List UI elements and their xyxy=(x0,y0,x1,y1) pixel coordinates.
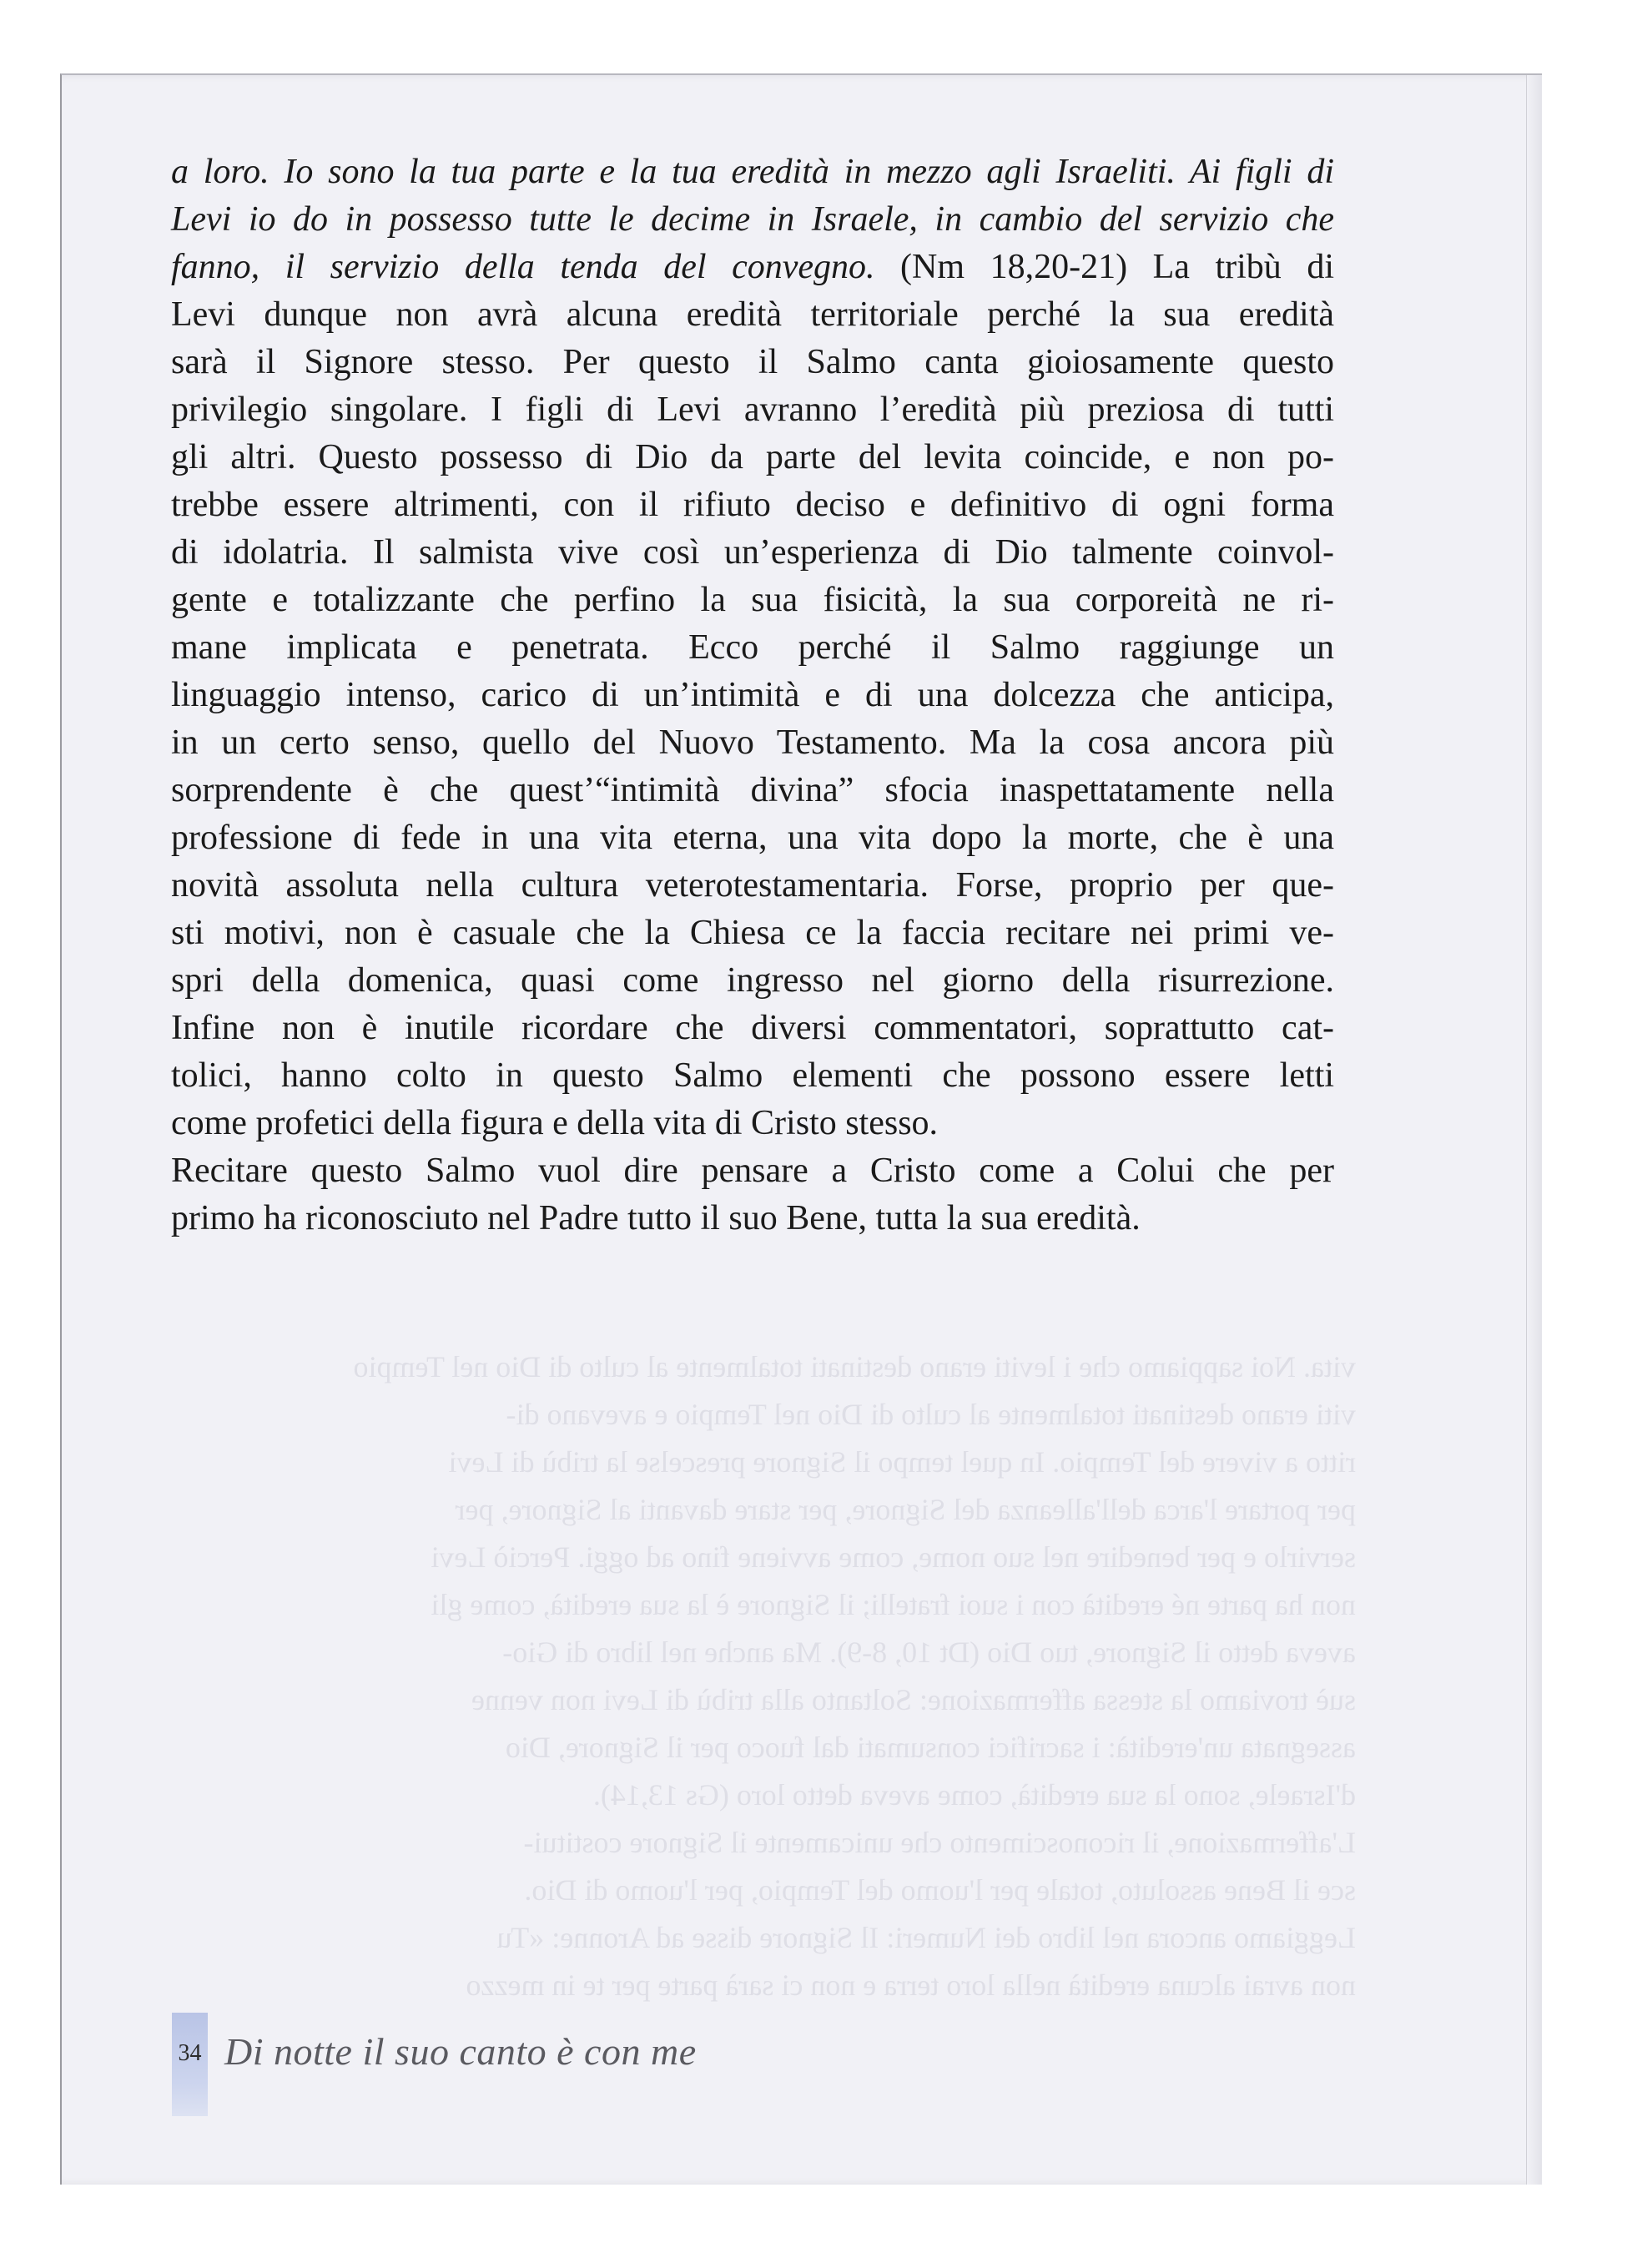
paragraph-1 xyxy=(171,149,1334,1147)
page-edge xyxy=(1526,75,1542,2185)
show-through-line: L'affermazione, il riconoscimento che unicamente il Signore costitui- xyxy=(523,1826,1356,1859)
text-line xyxy=(171,814,1334,862)
show-through-line: aveva detto il Signore, tuo Dio (Dt 10, 8-9). Ma anche nel libro di Gio- xyxy=(502,1635,1356,1669)
text-line xyxy=(171,957,1334,1005)
text-run: privilegio singolare. I figli di Levi avranno l’eredità più preziosa di tutti xyxy=(171,391,1334,429)
show-through-line: servirlo e per benedire nel suo nome, come avviene fino ad oggi. Perciò Levi xyxy=(431,1540,1356,1574)
text-line xyxy=(171,862,1334,910)
show-through-line: assegnata un'eredità: i sacrifici consumati dal fuoco per il Signore, Dio xyxy=(505,1731,1356,1764)
text-run: mane implicata e penetrata. Ecco perché il Salmo raggiunge un xyxy=(171,628,1334,667)
text-line: primo ha riconosciuto nel Padre tutto il suo Bene, tutta la sua eredità. xyxy=(171,1199,1141,1237)
text-line xyxy=(171,149,1334,196)
text-line xyxy=(171,1005,1334,1052)
body-text xyxy=(171,149,1334,1242)
text-line xyxy=(171,910,1334,957)
running-title: Di notte il suo canto è con me xyxy=(224,2030,697,2073)
text-line xyxy=(171,672,1334,719)
text-line xyxy=(171,1100,1334,1147)
text-line xyxy=(171,339,1334,386)
quoted-scripture: Levi io do in possesso tutte le decime in Israele, in cambio del servizio che xyxy=(171,200,1334,239)
page-number: 34 xyxy=(178,2040,202,2066)
text-run: linguaggio intenso, carico di un’intimità e di una dolcezza che anticipa, xyxy=(171,676,1334,714)
text-line xyxy=(171,244,1334,291)
show-through-line: per portare l'arca dell'alleanza del Signore, per stare davanti al Signore, per xyxy=(455,1493,1356,1526)
text-line xyxy=(171,386,1334,434)
show-through-line: sce il Bene assoluto, totale per l'uomo del Tempio, per l'uomo di Dio. xyxy=(524,1873,1356,1907)
show-through-line: d'Israele, sono la sua eredità, come aveva detto loro (Gs 13,14). xyxy=(592,1778,1356,1812)
text-run: (Nm 18,20-21) La tribù di xyxy=(874,248,1335,286)
show-through-text xyxy=(171,1343,1356,2009)
text-line xyxy=(171,719,1334,767)
text-line xyxy=(171,529,1334,577)
text-run: come profetici della figura e della vita di Cristo stesso. xyxy=(171,1104,939,1142)
text-run: spri della domenica, quasi come ingresso nel giorno della risurrezione. xyxy=(171,961,1334,1000)
text-line xyxy=(171,196,1334,244)
text-run: Levi dunque non avrà alcuna eredità territoriale perché la sua eredità xyxy=(171,295,1334,334)
paragraph-2 xyxy=(171,1147,1334,1242)
show-through-line: Leggiamo ancora nel libro dei Numeri: Il Signore disse ad Aronne: «Tu xyxy=(496,1921,1356,1954)
text-run: sorprendente è che quest’“intimità divina” sfocia inaspettatamente nella xyxy=(171,771,1334,809)
text-line xyxy=(171,481,1334,529)
show-through-line: suè troviamo la stessa affermazione: Soltanto alla tribù di Levi non venne xyxy=(471,1683,1356,1716)
text-run: sti motivi, non è casuale che la Chiesa ce la faccia recitare nei primi ve- xyxy=(171,914,1334,952)
quoted-scripture: fanno, il servizio della tenda del convegno. xyxy=(171,248,875,286)
text-run: tolici, hanno colto in questo Salmo elementi che possono essere letti xyxy=(171,1056,1334,1095)
text-line xyxy=(171,1052,1334,1100)
text-run: novità assoluta nella cultura veterotestamentaria. Forse, proprio per que- xyxy=(171,866,1334,905)
text-line xyxy=(171,577,1334,624)
text-run: di idolatria. Il salmista vive così un’esperienza di Dio talmente coinvol- xyxy=(171,533,1334,572)
quoted-scripture: a loro. Io sono la tua parte e la tua eredità in mezzo agli Israeliti. Ai figli di xyxy=(171,153,1334,191)
page-footer xyxy=(172,2013,697,2116)
text-run: trebbe essere altrimenti, con il rifiuto deciso e definitivo di ogni forma xyxy=(171,486,1334,524)
text-line xyxy=(171,624,1334,672)
text-run: Infine non è inutile ricordare che diversi commentatori, soprattutto cat- xyxy=(171,1009,1334,1047)
show-through-line: viti erano destinati totalmente al culto di Dio nel Tempio e avevano di- xyxy=(506,1398,1356,1431)
text-run: in un certo senso, quello del Nuovo Testamento. Ma la cosa ancora più xyxy=(171,723,1334,762)
text-line xyxy=(171,434,1334,481)
text-line xyxy=(171,291,1334,339)
text-run: sarà il Signore stesso. Per questo il Salmo canta gioiosamente questo xyxy=(171,343,1334,381)
page-number-tab xyxy=(172,2013,208,2116)
text-line: Recitare questo Salmo vuol dire pensare a Cristo come a Colui che per xyxy=(171,1152,1334,1190)
show-through-line: non avrai alcuna eredità nella loro terra e non ci sarà parte per te in mezzo xyxy=(466,1968,1356,2002)
show-through-line: non ha parte né eredità con i suoi fratelli; il Signore è la sua eredità, come gli xyxy=(431,1588,1356,1621)
text-run: gente e totalizzante che perfino la sua fisicità, la sua corporeità ne ri- xyxy=(171,581,1334,619)
text-run: gli altri. Questo possesso di Dio da parte del levita coincide, e non po- xyxy=(171,438,1334,476)
show-through-line: ritto a vivere del Tempio. In quel tempo il Signore prescelse la tribù di Levi xyxy=(448,1445,1356,1479)
show-through-line: vita. Noi sappiamo che i leviti erano destinati totalmente al culto di Dio nel Tempio xyxy=(353,1350,1356,1383)
text-line xyxy=(171,767,1334,814)
text-run: professione di fede in una vita eterna, una vita dopo la morte, che è una xyxy=(171,819,1334,857)
